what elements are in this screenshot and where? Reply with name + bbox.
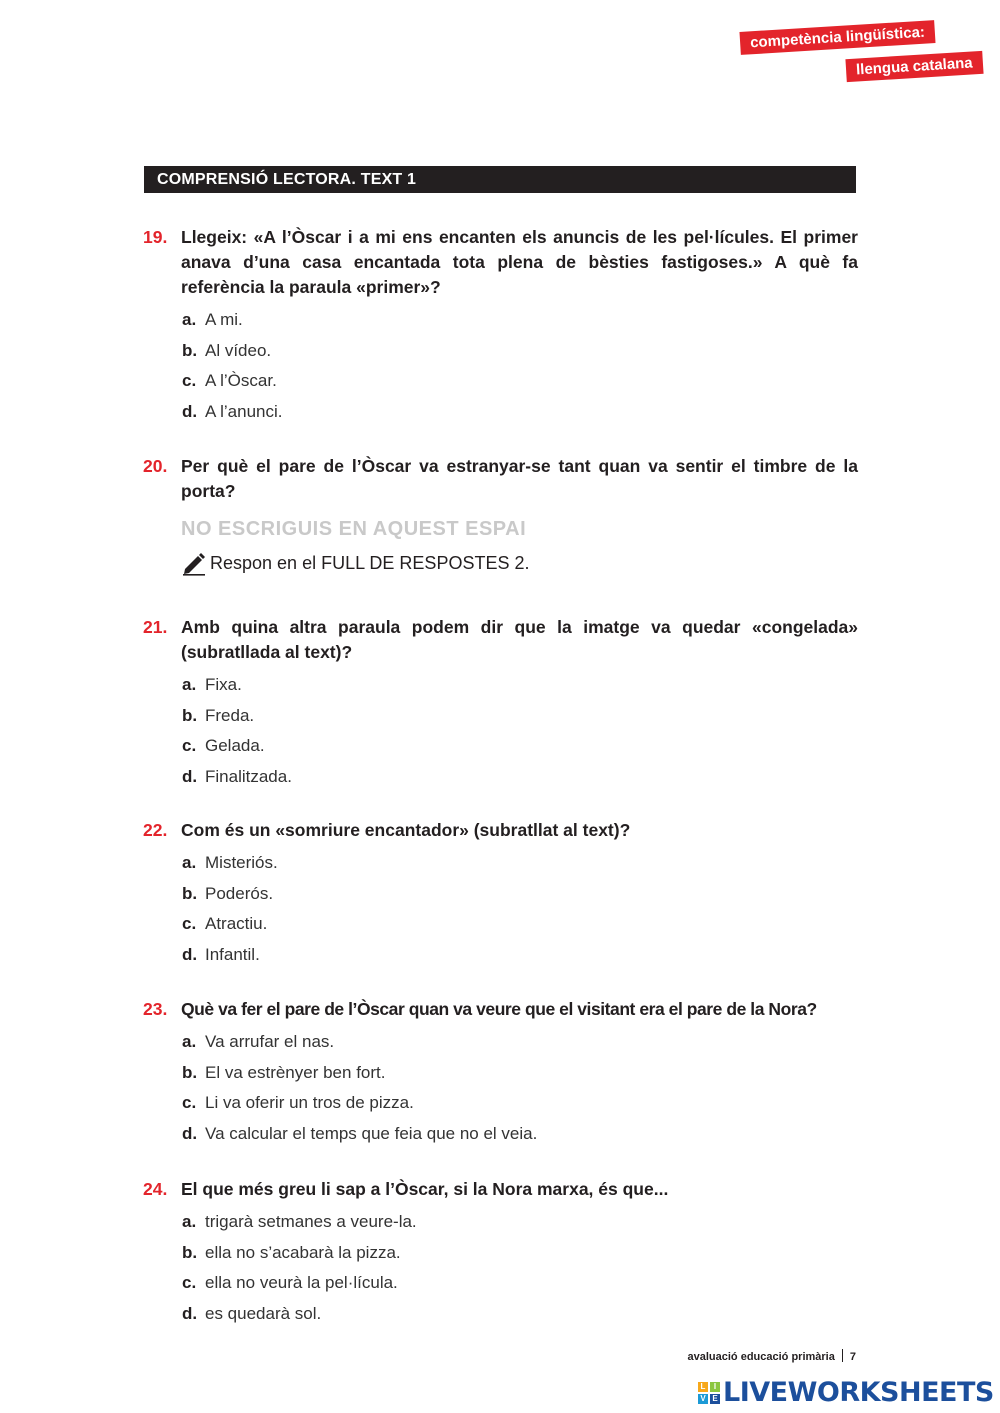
question-24 <box>143 1177 858 1329</box>
question-22 <box>143 818 858 970</box>
no-write-notice: NO ESCRIGUIS EN AQUEST ESPAI <box>181 518 527 540</box>
option-letter: a. <box>182 1212 197 1231</box>
option-letter: d. <box>182 766 198 786</box>
logo-square: E <box>710 1394 720 1404</box>
option-text: Misteriós. <box>205 853 278 872</box>
option-a[interactable] <box>182 848 858 879</box>
question-number: 19. <box>143 227 168 247</box>
option-a[interactable] <box>182 1027 858 1058</box>
option-b[interactable] <box>182 1058 858 1089</box>
options-list <box>182 305 858 427</box>
option-c[interactable] <box>182 366 858 397</box>
option-text: Va arrufar el nas. <box>205 1032 335 1051</box>
option-text: es quedarà sol. <box>205 1303 322 1323</box>
option-a[interactable] <box>182 305 858 336</box>
option-letter: b. <box>182 705 198 725</box>
option-letter: d. <box>182 1303 198 1323</box>
question-text: Llegeix: «A l’Òscar i a mi ens encanten els anuncis de les pel·lícules. El primer anava d’una casa encantada tota plena de bèsties fastigoses.» A què fa referència la paraula «primer»? <box>181 227 858 297</box>
option-text: ella no s’acabarà la pizza. <box>205 1242 401 1262</box>
page-footer <box>688 1349 856 1363</box>
pencil-icon <box>181 550 207 576</box>
option-text: A l’anunci. <box>205 401 283 421</box>
option-letter: c. <box>182 1273 197 1292</box>
option-d[interactable] <box>182 762 858 793</box>
logo-square: I <box>710 1382 720 1392</box>
logo-square: L <box>698 1382 708 1392</box>
question-number: 23. <box>143 999 168 1019</box>
options-list <box>182 670 858 792</box>
option-letter: a. <box>182 675 197 694</box>
section-title-bar: COMPRENSIÓ LECTORA. TEXT 1 <box>144 166 856 193</box>
option-text: Gelada. <box>205 736 265 755</box>
option-text: Fixa. <box>205 675 242 694</box>
option-letter: c. <box>182 736 197 755</box>
option-d[interactable] <box>182 397 858 428</box>
option-c[interactable] <box>182 1088 858 1119</box>
option-b[interactable] <box>182 1238 858 1269</box>
question-number: 22. <box>143 820 168 840</box>
logo-square: V <box>698 1394 708 1404</box>
answer-sheet-instruction <box>181 550 858 576</box>
footer-separator <box>842 1349 843 1362</box>
option-letter: d. <box>182 944 198 964</box>
option-letter: b. <box>182 340 198 360</box>
option-d[interactable] <box>182 1299 858 1330</box>
option-text: A mi. <box>205 310 243 329</box>
option-a[interactable] <box>182 670 858 701</box>
option-text: Freda. <box>205 705 255 725</box>
option-c[interactable] <box>182 1268 858 1299</box>
option-b[interactable] <box>182 879 858 910</box>
option-c[interactable] <box>182 909 858 940</box>
subject-tag-language: llengua catalana <box>845 51 983 82</box>
liveworksheets-logo <box>698 1377 994 1408</box>
question-23 <box>143 997 858 1149</box>
option-letter: b. <box>182 883 198 903</box>
option-text: Va calcular el temps que feia que no el veia. <box>205 1123 538 1143</box>
option-b[interactable] <box>182 336 858 367</box>
question-number: 24. <box>143 1179 168 1199</box>
option-text: Al vídeo. <box>205 340 272 360</box>
options-list <box>182 1027 858 1149</box>
option-d[interactable] <box>182 940 858 971</box>
question-text: Com és un «somriure encantador» (subratllat al text)? <box>181 820 631 840</box>
option-text: Atractiu. <box>205 914 268 933</box>
question-20 <box>143 454 858 576</box>
option-letter: a. <box>182 1032 197 1051</box>
question-21 <box>143 615 858 792</box>
option-d[interactable] <box>182 1119 858 1150</box>
option-a[interactable] <box>182 1207 858 1238</box>
logo-squares-icon <box>698 1382 720 1404</box>
option-letter: d. <box>182 401 198 421</box>
option-text: A l’Òscar. <box>205 371 277 390</box>
option-text: Poderós. <box>205 883 274 903</box>
question-text: Què va fer el pare de l’Òscar quan va veure que el visitant era el pare de la Nora? <box>181 999 817 1019</box>
options-list <box>182 848 858 970</box>
question-19 <box>143 225 858 427</box>
option-letter: a. <box>182 310 197 329</box>
question-text: El que més greu li sap a l’Òscar, si la Nora marxa, és que... <box>181 1179 669 1199</box>
options-list <box>182 1207 858 1329</box>
option-text: trigarà setmanes a veure-la. <box>205 1212 417 1231</box>
option-b[interactable] <box>182 701 858 732</box>
question-text: Per què el pare de l’Òscar va estranyar-se tant quan va sentir el timbre de la porta? <box>181 456 858 501</box>
question-text: Amb quina altra paraula podem dir que la imatge va quedar «congelada» (subratllada al text)? <box>181 617 858 662</box>
option-letter: a. <box>182 853 197 872</box>
option-c[interactable] <box>182 731 858 762</box>
option-text: Li va oferir un tros de pizza. <box>205 1093 414 1112</box>
footer-label: avaluació educació primària <box>687 1351 835 1363</box>
option-text: Infantil. <box>205 944 260 964</box>
question-number: 20. <box>143 456 168 476</box>
option-text: Finalitzada. <box>205 766 292 786</box>
option-letter: c. <box>182 914 197 933</box>
option-letter: c. <box>182 371 197 390</box>
logo-text: LIVEWORKSHEETS <box>723 1377 994 1408</box>
option-letter: d. <box>182 1123 198 1143</box>
option-letter: b. <box>182 1062 198 1082</box>
option-letter: b. <box>182 1242 198 1262</box>
option-letter: c. <box>182 1093 197 1112</box>
page-number: 7 <box>849 1351 856 1363</box>
option-text: ella no veurà la pel·lícula. <box>205 1273 398 1292</box>
subject-tag-competence: competència lingüística: <box>739 20 935 55</box>
answer-sheet-text: Respon en el FULL DE RESPOSTES 2. <box>210 553 530 573</box>
option-text: El va estrènyer ben fort. <box>205 1062 386 1082</box>
question-number: 21. <box>143 617 168 637</box>
